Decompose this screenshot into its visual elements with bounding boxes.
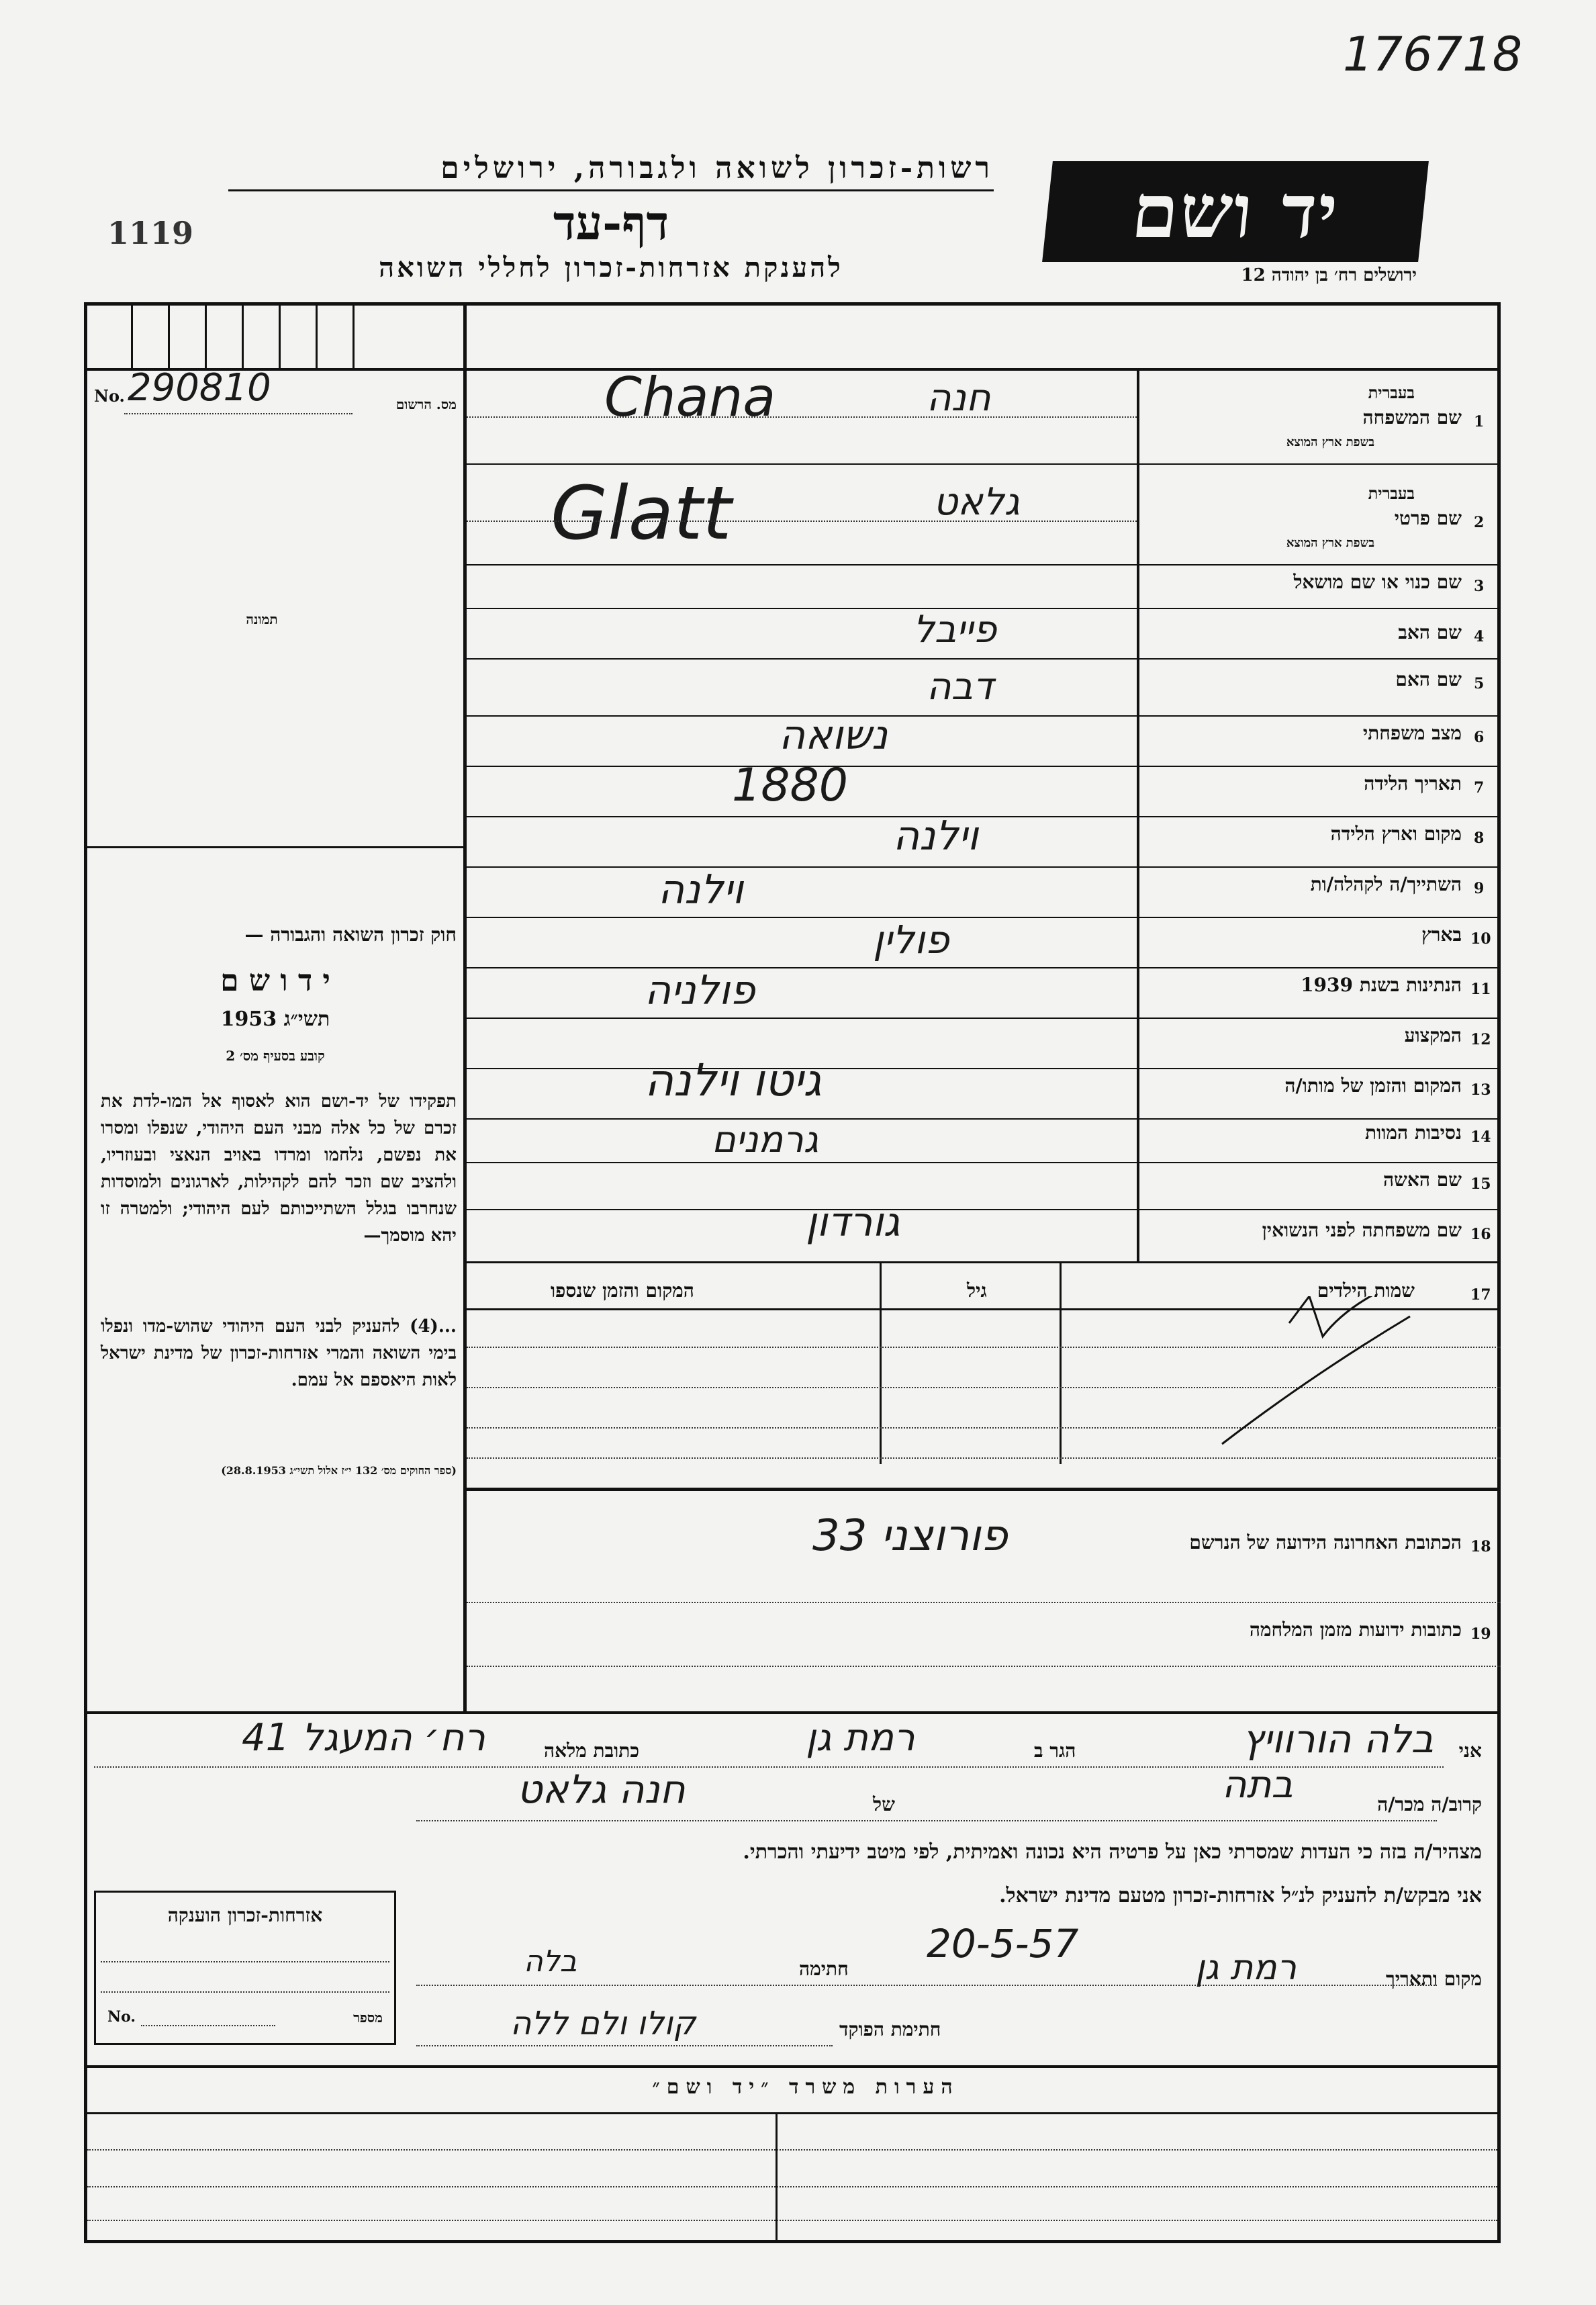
field-7-label: תאריך הלידה [1364, 772, 1462, 795]
notes-line [87, 2186, 1497, 2187]
field-2-latin: Glatt [551, 470, 732, 556]
field-5-value: דבה [927, 665, 994, 709]
field-4-number: 4 [1474, 628, 1485, 645]
registration-number: 290810 [128, 366, 271, 410]
form-title: דף-עד [553, 195, 669, 251]
children-row [467, 1457, 1501, 1459]
header-address: ירושלים רח׳ בן יהודה 12 [1241, 265, 1417, 285]
address-line [467, 1602, 1501, 1603]
notes-top [84, 2065, 1501, 2068]
field-13-number: 13 [1470, 1081, 1491, 1099]
field-12-label: המקצוע [1404, 1024, 1462, 1046]
field-13-label: המקום והזמן של מותו/ה [1284, 1075, 1462, 1097]
field-7-value: 1880 [732, 759, 849, 812]
field-4-label: שם האב [1398, 621, 1462, 643]
field-divider [467, 564, 1501, 566]
field-18-number: 18 [1470, 1538, 1491, 1555]
children-bottom [467, 1488, 1501, 1491]
field-6-label: מצב משפחתי [1362, 722, 1462, 744]
officer-line [416, 2045, 833, 2046]
children-age-header: גיל [967, 1279, 987, 1302]
address-bottom [84, 1711, 1501, 1714]
field-divider [467, 866, 1501, 868]
notes-col-divider [776, 2112, 778, 2243]
field-1-sub-bottom: בשפת ארץ המוצא [1286, 435, 1374, 449]
declaration-request: אני מבקש/ת להעניק לנ״ל אזרחות-זכרון מטעם מדינת ישראל. [999, 1884, 1482, 1907]
declarant-address: רח׳ המעגל 41 [242, 1716, 485, 1760]
serial-number: 1119 [107, 215, 194, 251]
law-source: (ספר החוקים מס׳ 132 י״ז אלול תשי״ג 28.8.1953) [221, 1464, 457, 1477]
signature-line [416, 1985, 1437, 1986]
cell-divider [279, 302, 281, 369]
registration-label: מס. הרשום [395, 396, 457, 412]
field-divider [467, 658, 1501, 660]
field-19-number: 19 [1470, 1625, 1491, 1643]
field-16-number: 16 [1470, 1226, 1491, 1243]
field-line [467, 521, 1137, 522]
field-2-label: שם פרטי [1394, 507, 1462, 529]
declaration-statement: מצהיר/ה בזה כי העדות שמסרתי כאן על פרטיה היא נכונה ואמיתית, לפי מיטב ידיעתי והכרתי. [743, 1840, 1482, 1864]
declarant-city: רמת גן [806, 1716, 915, 1760]
stamp-line [141, 2025, 275, 2026]
authority-underline [228, 189, 994, 191]
cell-divider [316, 302, 318, 369]
stamp-box-title: אזרחות-זכרון הוענקה [167, 1904, 323, 1926]
law-title: חוק זכרון השואה והגבורה — [244, 923, 457, 946]
officer-signature-value: קולו ולם ללה [510, 2005, 696, 2042]
place-value: רמת גן [1195, 1948, 1297, 1988]
children-strike-mark [1209, 1296, 1423, 1451]
field-4-value: פייבל [913, 608, 997, 651]
photo-label: תמונה [246, 611, 278, 627]
declaration-ani: אני [1458, 1739, 1482, 1762]
children-col-divider [1060, 1263, 1062, 1464]
signature-value: בלה [524, 1944, 577, 1979]
field-6-value: נשואה [779, 712, 888, 759]
field-divider [467, 1162, 1501, 1163]
authority-title: רשות-זכרון לשואה ולגבורה, ירושלים [440, 151, 994, 185]
left-column-divider [463, 302, 467, 1713]
field-13-value: גיטו וילנה [645, 1054, 822, 1106]
field-18-value: פורוצני 33 [812, 1511, 1008, 1561]
signature-label: חתימה [799, 1958, 849, 1980]
cell-divider [131, 302, 133, 369]
yad-vashem-logo: יד ושם [1042, 161, 1429, 262]
stamp-line [101, 1961, 389, 1962]
registration-prefix: No. [94, 386, 125, 406]
field-14-number: 14 [1470, 1128, 1491, 1146]
declaration-of-label: של [873, 1793, 895, 1815]
law-paragraph-2: ...(4) להעניק לבני העם היהודי שהוש-מדו ונפלו בימי השואה והמרי אזרחות-זכרון של מדינת ישראל לאות היאספם אל עמם. [101, 1316, 457, 1390]
stamp-line [101, 1991, 389, 1993]
declaration-line [416, 1820, 1437, 1821]
field-14-value: גרמנים [712, 1118, 818, 1161]
notes-line [87, 2220, 1497, 2221]
field-divider [467, 967, 1501, 968]
children-names-header: שמות הילדים [1317, 1279, 1415, 1302]
field-line [467, 416, 1137, 418]
field-3-number: 3 [1474, 578, 1485, 595]
field-9-number: 9 [1474, 880, 1485, 897]
field-16-value: גורדון [806, 1199, 900, 1246]
children-col-divider [880, 1263, 882, 1464]
field-2-sub-bottom: בשפת ארץ המוצא [1286, 536, 1374, 550]
field-16-label: שם משפחתה לפני הנשואין [1262, 1219, 1462, 1241]
address-line [467, 1666, 1501, 1667]
law-clause: קובע בסעיף מס׳ 2 [226, 1048, 325, 1064]
field-14-label: נסיבות המוות [1365, 1122, 1462, 1144]
cell-divider [353, 302, 355, 369]
declaration-gar: הגר ב [1034, 1739, 1076, 1762]
field-divider [467, 1261, 1501, 1263]
field-10-label: בארץ [1421, 923, 1462, 946]
field-1-latin: Chana [604, 366, 776, 428]
stamp-mispar: מספר [353, 2009, 383, 2026]
law-paragraph-1: תפקידו של יד-ושם הוא לאסוף אל המו-לדת את זכרם של כל אלה מבני העם היהודי, שנפלו ומסרו את נפשם, נלחמו ומרדו באויב הנאצי ובעוזריו, ולהציב שם וזכר להם לקהילות, לארגונים ולמוסדות שנחרבו בגלל השתייכותם לעם היהודי; ולמטרה זו יהא מוסמך— [101, 1091, 457, 1246]
field-18-label: הכתובת האחרונה הידועה של הנרשם [1189, 1531, 1462, 1553]
victim-name-repeat: חנה גלאט [517, 1766, 686, 1812]
field-1-sub-top: בעברית [1368, 383, 1415, 402]
field-12-number: 12 [1470, 1031, 1491, 1048]
field-divider [467, 1118, 1501, 1120]
cell-divider [242, 302, 244, 369]
field-1-hebrew: חנה [927, 376, 991, 420]
field-10-number: 10 [1470, 930, 1491, 948]
form-subtitle: להענקת אזרחות-זכרון לחללי השואה [379, 252, 843, 283]
top-row-divider [84, 368, 1501, 371]
label-column-divider [1137, 368, 1139, 1261]
archive-number: 176718 [1343, 27, 1523, 82]
cell-divider [205, 302, 207, 369]
field-1-number: 1 [1474, 413, 1485, 431]
field-17-number: 17 [1470, 1286, 1491, 1304]
field-5-number: 5 [1474, 675, 1485, 692]
field-9-value: וילנה [658, 866, 744, 913]
stamp-no: No. [107, 2008, 136, 2026]
field-19-label: כתובות ידועות מזמן המלחמה [1249, 1619, 1462, 1641]
field-divider [467, 463, 1501, 465]
law-name: י ד ו ש ם [220, 964, 330, 998]
field-divider [467, 816, 1501, 817]
field-divider [467, 715, 1501, 717]
date-value: 20-5-57 [927, 1921, 1079, 1967]
field-8-label: מקום וארץ הלידה [1330, 823, 1462, 845]
law-year: תשי״ג 1953 [220, 1007, 330, 1031]
field-2-hebrew: גלאט [933, 480, 1020, 524]
declarant-relation: בתה [1222, 1763, 1293, 1807]
cell-divider [168, 302, 170, 369]
field-15-label: שם האשה [1382, 1169, 1462, 1191]
field-11-number: 11 [1470, 981, 1491, 998]
field-2-number: 2 [1474, 514, 1485, 531]
field-3-label: שם כנוי או שם מושאל [1293, 571, 1462, 593]
photo-bottom [84, 846, 463, 848]
field-5-label: שם האם [1395, 668, 1462, 690]
field-8-number: 8 [1474, 829, 1485, 847]
field-10-value: פולין [873, 917, 949, 962]
field-9-label: השתייך/ה לקהלה/ות [1310, 873, 1462, 895]
field-11-label: הנתינות בשנת 1939 [1301, 974, 1462, 996]
field-2-sub-top: בעברית [1368, 484, 1415, 503]
place-date-label: מקום ותאריך [1385, 1968, 1482, 1990]
notes-line [87, 2149, 1497, 2151]
declarant-name: בלה הורוויץ [1242, 1716, 1434, 1762]
field-divider [467, 1209, 1501, 1210]
field-1-label: שם המשפחה [1362, 406, 1462, 428]
field-divider [467, 917, 1501, 918]
notes-header-bottom [84, 2112, 1501, 2114]
field-7-number: 7 [1474, 779, 1485, 797]
registration-line [124, 413, 353, 414]
field-15-number: 15 [1470, 1175, 1491, 1193]
notes-title: הערות משרד ״יד ושם״ [652, 2075, 959, 2099]
field-8-value: וילנה [893, 813, 979, 860]
children-place-header: המקום והזמן שנספו [551, 1279, 694, 1302]
declaration-relation-label: קרוב/ה מכר/ה [1377, 1793, 1482, 1815]
field-6-number: 6 [1474, 729, 1485, 746]
officer-signature-label: חתימת הפוקד [839, 2018, 941, 2040]
field-11-value: פולניה [645, 967, 755, 1014]
field-divider [467, 1068, 1501, 1069]
field-divider [467, 1018, 1501, 1019]
field-divider [467, 766, 1501, 767]
declaration-address-label: כתובת מלאה [544, 1739, 640, 1762]
